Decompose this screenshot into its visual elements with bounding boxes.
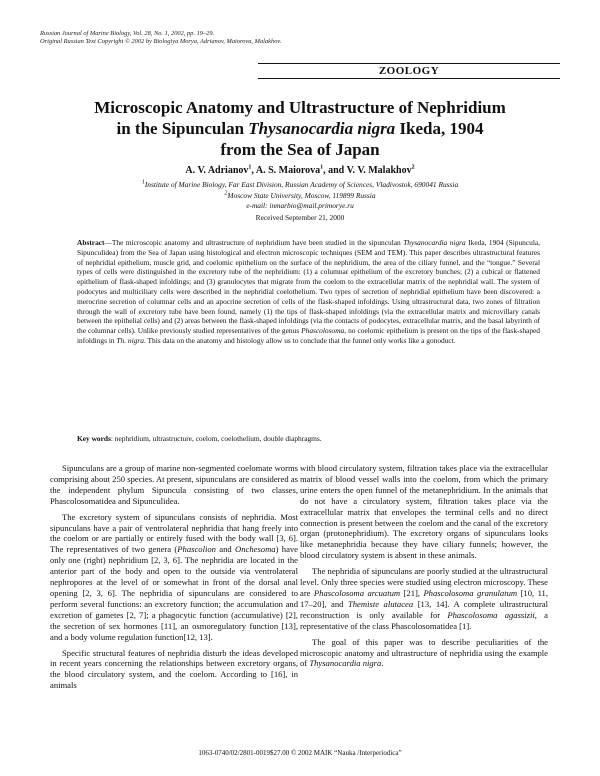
affil-text: Moscow State University, Moscow, 119899 Russia	[227, 191, 376, 200]
affil-mark: 1	[141, 179, 145, 186]
species-name: Themiste alutacea	[347, 598, 414, 609]
author-name: A. V. Adrianov	[185, 165, 249, 176]
paragraph	[50, 512, 298, 643]
running-header	[40, 30, 281, 46]
species-name: Phascolosoma arcuatum	[313, 587, 401, 598]
paragraph-text: The nephridia of sipunculans are poorly studied at the ultrastructural level. Only three species were studied using electron microscopy. These are	[300, 566, 548, 598]
abstract-text: —The microscopic anatomy and ultrastructure of nephridium have been studied in the sipunculan	[104, 238, 404, 247]
copyright-notice: Original Russian Text Copyright © 2002 by Biologiya Morya, Adrianov, Maiorova, Malakhov.	[40, 38, 282, 45]
section-bar	[258, 63, 560, 79]
paper-title	[40, 97, 560, 160]
title-line-3: from the Sea of Japan	[220, 140, 380, 159]
abstract-label: Abstract	[77, 238, 105, 247]
species-name: Phascolosoma granulatum	[423, 587, 518, 598]
species-name: Phascolosoma agassizii	[447, 609, 535, 620]
author-separator: ,	[251, 165, 256, 176]
paragraph-text: , a representative of the class Phascolosomatidea [1].	[300, 609, 548, 631]
abstract-text: Ikeda, 1904 (Sipuncula, Sipunculidea) from the Sea of Japan using histological and electron microscopic techniques (SEM and TEM). This paper describes ultrastructural features of nephridial epithelium, muscle grid, and coelomic epithelium on the surface of the nephridium, the area of the ciliary funnel, and the “tongue.” Several types of cells were distinguished in the excretory tube of the nephridium: (1) a columnar epithelium of the excretory bunches; (2) a cubical or flattened epithelium of flask-shaped infoldings; and (3) granulocytes that migrate from the coelom to the extracellular matrix of the nephridial wall. The system of podocytes and multiciliary cells were described in the nephridial coelothelium. Two types of secretion of nephridial epithelium have been discovered: a merocrine secretion of columnar cells and an apocrine secretion of cells of the flask-shaped infoldings. Using ultrastructural data, two zones of filtration through the wall of excretory tube have been found, namely (1) the tips of flask-shaped infoldings (via the extracellular matrix and microvillary canals between the epithelial cells) and (2) areas between the flask-shaped infoldings (via the contacts of podocytes, extracellular matrix, and the basal labyrinth of the columnar cells). Unlike previously studied representatives of the genus	[77, 238, 540, 336]
paragraph-text: [21],	[400, 587, 424, 598]
genus-name: Phascolion	[177, 544, 216, 555]
affil-mark: 2	[224, 190, 228, 197]
author-list	[40, 165, 560, 176]
abstract-text: . This data on the anatomy and histology allow us to conclude that the funnel only works like a gonoduct.	[143, 335, 456, 345]
title-text: Ikeda, 1904	[395, 119, 484, 138]
paragraph: Sipunculans are a group of marine non-segmented coelomate worms comprising about 250 species. At present, sipunculans are considered as the independent phylum Sipuncula consisting of two classes, Phascolosomatidea and Sipunculidea.	[50, 463, 298, 506]
author-separator: , and	[323, 165, 347, 176]
paragraph-text: and	[215, 544, 236, 555]
affiliation-2	[40, 191, 560, 201]
title-text: in the Sipunculan	[116, 119, 249, 138]
title-species: Thysanocardia nigra	[248, 119, 396, 138]
abstract-species: Th. nigra	[116, 335, 144, 345]
title-line-1: Microscopic Anatomy and Ultrastructure of Nephridium	[94, 98, 506, 117]
paragraph-text: The excretory system of sipunculans consists of nephridia. Most sipunculans have a pair of ventrolateral nephridia that hang freely into the coelom or are partially or entirely fused with the body wall [3, 6]. The representatives of two genera (	[50, 511, 298, 555]
genus-name: Onchesoma	[235, 544, 276, 555]
author-affil-mark: 1	[320, 164, 324, 171]
author-name: V. V. Malakhov	[346, 165, 412, 176]
paragraph-text: .	[381, 658, 384, 669]
species-name: Thysanocardia nigra	[309, 658, 382, 669]
contact-email: e-mail: inmarbio@mail.primorye.ru	[246, 201, 354, 210]
paragraph: Specific structural features of nephridia disturb the ideas developed in recent years concerning the relationships between excretory organs, the blood circulatory system, and the coelom. According to [16], in animals	[50, 647, 298, 691]
body-column-left	[50, 463, 298, 696]
paragraph	[300, 637, 548, 670]
author-affil-mark: 2	[411, 164, 415, 171]
paragraph-text: [13, 14]. A complete ultrastructural reconstruction is only available for	[300, 598, 549, 620]
section-label: ZOOLOGY	[378, 65, 440, 77]
abstract-species: Phascolosoma	[301, 326, 345, 336]
journal-citation: Russian Journal of Marine Biology, Vol. 28, No. 1, 2002, pp. 19–29.	[40, 30, 215, 37]
title-line-2	[40, 118, 560, 139]
paragraph: with blood circulatory system, filtration takes place via the extracellular matrix of blood vessel walls into the coelom, from which the primary urine enters the open funnel of the metanephridium. In the animals that do not have a circulatory system, filtration takes place via the extracellular matrix that envelopes the terminal cells and no direct connection is present between the coelom and the canal of the excretory organ (protonephridium). The excretory organs of sipunculans looks like metanephridia because they have ciliary funnels; however, the blood circulatory system is absent in these animals.	[300, 463, 548, 561]
abstract-text: , no coelomic epithelium is present on the tips of the flask-shaped infoldings in	[77, 326, 540, 345]
affiliation-1	[40, 180, 560, 190]
keywords-text: : nephridium, ultrastructure, coelom, coelothelium, double diaphragms.	[110, 434, 322, 443]
paragraph	[300, 566, 548, 631]
keywords-label: Key words	[77, 434, 111, 443]
paragraph-text: The goal of this paper was to describe peculiarities of the microscopic anatomy and ultrastructure of nephridia using the example of	[300, 636, 548, 669]
footer-copyright: 1063-0740/02/2801-0019$27.00 © 2002 MAIK “Nauka /Interperiodica”	[198, 749, 402, 757]
abstract	[77, 238, 540, 346]
author-name: A. S. Maiorova	[255, 165, 321, 176]
body-column-right	[300, 463, 548, 674]
paragraph-text: [10, 11, 17–20], and	[300, 587, 548, 609]
affil-text: Institute of Marine Biology, Far East Division, Russian Academy of Sciences, Vladivostok, 690041 Russia	[144, 180, 459, 189]
keywords	[77, 434, 540, 443]
paragraph-text: ) have only one (right) nephridium [2, 3, 6]. The nephridia are located in the anterior part of the body and open to the outside via ventrolateral nephropores at the level of or somewhat in front of the dorsal anal opening [2, 3, 6]. The nephridia of sipunculans are considered to perform several functions: an excretory function; the accumulation and excretion of gametes [2, 7]; a phagocytic function (accumulative) [2], the secretion of sex hormones [11], an osmoregulatory function [13], and a body volume regulation function[12, 13].	[50, 544, 298, 642]
abstract-species: Thysanocardia nigra	[403, 238, 466, 247]
received-date: Received September 21, 2000	[255, 213, 345, 222]
author-affil-mark: 1	[248, 164, 252, 171]
